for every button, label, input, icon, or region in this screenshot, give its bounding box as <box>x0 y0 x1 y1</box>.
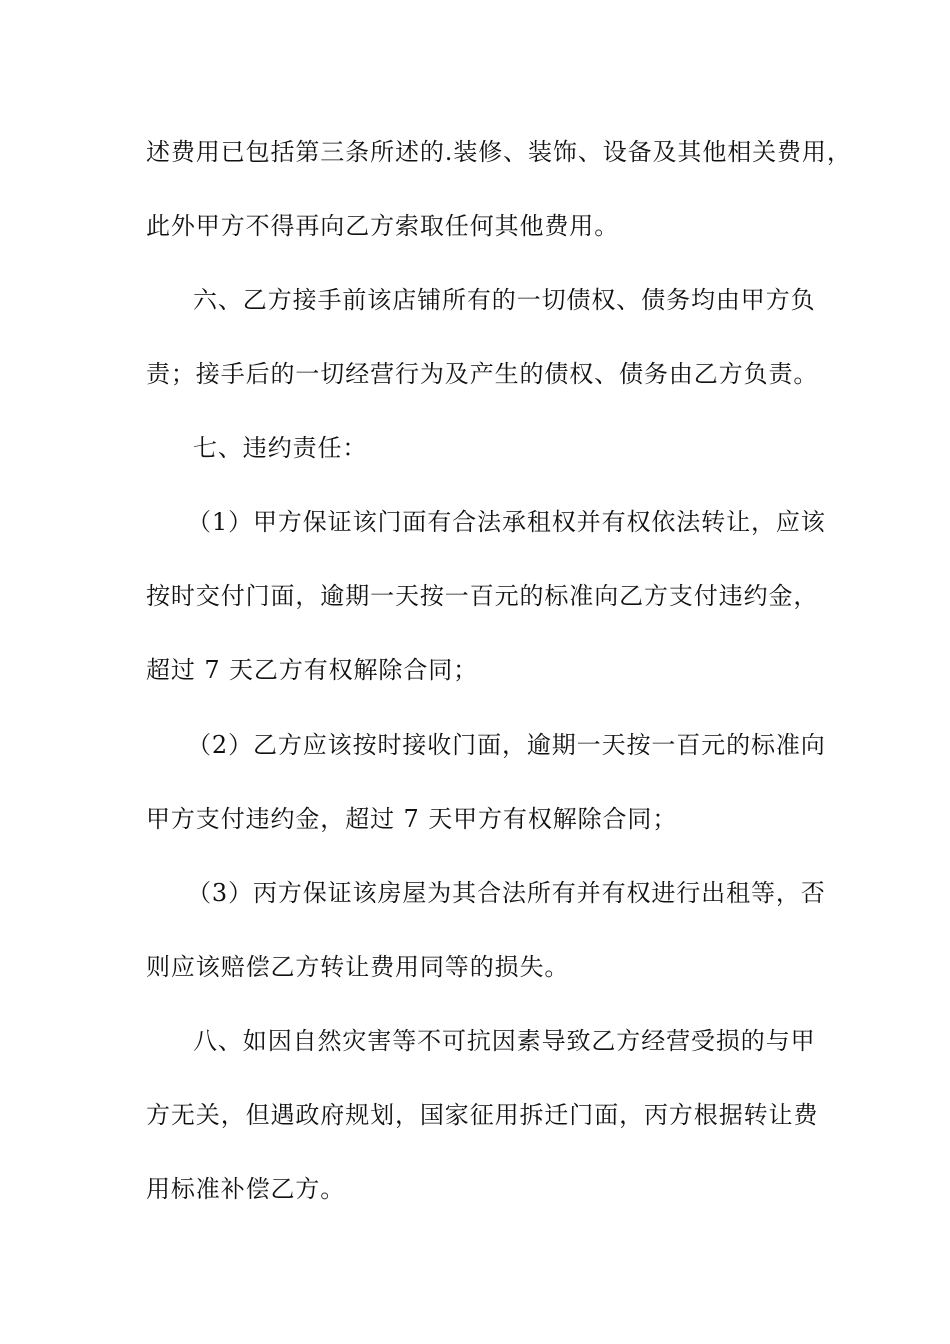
section-eight-line: 八、如因自然灾害等不可抗因素导致乙方经营受损的与甲 <box>193 1027 816 1055</box>
clause-3-line: （3）丙方保证该房屋为其合法所有并有权进行出租等，否 <box>187 879 826 907</box>
section-seven-heading: 七、违约责任： <box>193 434 368 462</box>
text-line: 甲方支付违约金，超过 7 天甲方有权解除合同； <box>146 805 678 833</box>
clause-2-line: （2）乙方应该按时接收门面，逾期一天按一百元的标准向 <box>187 731 826 759</box>
text-line: 用标准补偿乙方。 <box>146 1175 346 1203</box>
text-line: 此外甲方不得再向乙方索取任何其他费用。 <box>146 212 620 240</box>
text-line: 述费用已包括第三条所述的.装修、装饰、设备及其他相关费用， <box>146 138 852 166</box>
text-line: 责；接手后的一切经营行为及产生的债权、债务由乙方负责。 <box>146 360 819 388</box>
text-line: 按时交付门面，逾期一天按一百元的标准向乙方支付违约金， <box>146 582 819 610</box>
text-line: 则应该赔偿乙方转让费用同等的损失。 <box>146 953 570 981</box>
clause-1-line: （1）甲方保证该门面有合法承租权并有权依法转让，应该 <box>187 508 826 536</box>
text-line: 方无关，但遇政府规划，国家征用拆迁门面，丙方根据转让费 <box>146 1101 819 1129</box>
section-six-line: 六、乙方接手前该店铺所有的一切债权、债务均由甲方负 <box>193 286 816 314</box>
text-line: 超过 7 天乙方有权解除合同； <box>146 656 479 684</box>
